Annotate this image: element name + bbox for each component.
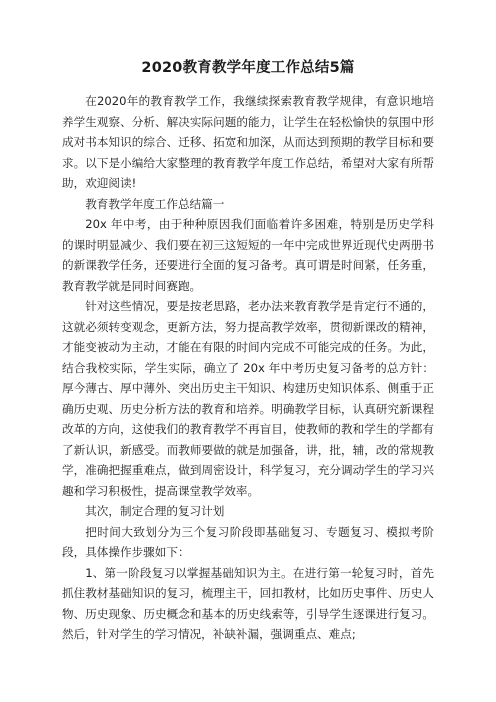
document-body xyxy=(62,91,434,645)
body-paragraph: 针对这些情况，要是按老思路，老办法来教育教学是肯定行不通的，这就必须转变观念，更新方法，努力提高教学效率，贯彻新课改的精神，才能变被动为主动，才能在有限的时间内完成不可能完成的任务。为此，结合我校实际，学生实际，确立了 20x 年中考历史复习备考的总方针：厚今薄古、厚中薄外、突出历史主干知识、构建历史知识体系、侧重于正确历史观、历史分析方法的教育和培养。明确教学目标，认真研究新课程改革的方向，这使我们的教育教学不再盲目，使教师的教和学生的学都有了新认识，新感受。而教师要做的就是加强备，讲，批，辅，改的常规教学，准确把握重难点，做到周密设计，科学复习，充分调动学生的学习兴趣和学习积极性，提高课堂教学效率。 xyxy=(62,299,434,498)
body-paragraph: 把时间大致划分为三个复习阶段即基础复习、专题复习、模拟考阶段，具体操作步骤如下： xyxy=(62,524,434,559)
intro-paragraph: 在2020年的教育教学工作，我继续探索教育教学规律，有意识地培养学生观察、分析、解决实际问题的能力，让学生在轻松愉快的氛围中形成对书本知识的综合、迁移、拓宽和加深，从而达到预期的教学目标和要求。以下是小编给大家整理的教育教学年度工作总结，希望对大家有所帮助，欢迎阅读! xyxy=(62,94,434,190)
subheading-paragraph: 其次，制定合理的复习计划 xyxy=(85,504,225,518)
section-heading: 教育教学年度工作总结篇一 xyxy=(85,196,225,211)
body-paragraph: 1、第一阶段复习以掌握基础知识为主。在进行第一轮复习时，首先抓住教材基础知识的复习，梳理主干，回扣教材，比如历史事件、历史人物、历史现象、历史概念和基本的历史线索等，引导学生逐课进行复习。然后，针对学生的学习情况，补缺补漏，强调重点、难点; xyxy=(62,565,434,641)
body-paragraph: 20x 年中考，由于种种原因我们面临着许多困难，特别是历史学科的课时明显减少、我们要在初三这短短的一年中完成世界近现代史两册书的新课教学任务，还要进行全面的复习备考。真可谓是时间紧，任务重，教育教学就是同时间赛跑。 xyxy=(62,217,434,293)
document-title: 2020教育教学年度工作总结5篇 xyxy=(141,60,355,76)
